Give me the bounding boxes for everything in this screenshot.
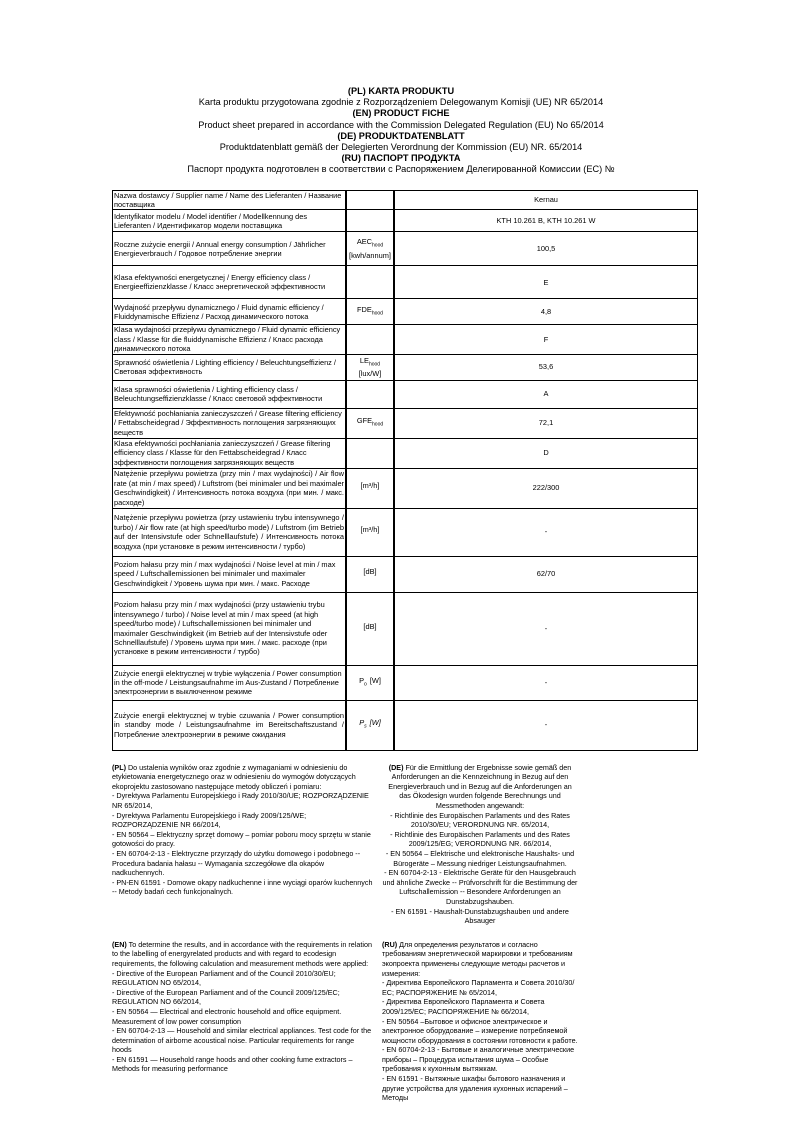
parameter-unit — [346, 665, 394, 700]
parameter-value: D — [394, 438, 698, 468]
note-line: - Dyrektywa Parlamentu Europejskiego i Rady 2009/125/WE; ROZPORZĄDZENIE NR 66/2014, — [112, 810, 307, 830]
table-row — [113, 408, 698, 438]
table-row — [113, 508, 698, 556]
parameter-value: - — [394, 508, 698, 556]
table-row — [113, 354, 698, 380]
parameter-unit — [346, 508, 394, 556]
parameter-label: Efektywność pochłaniania zanieczyszczeń / Grease filtering efficiency / Fettabscheidegrad / Эффективность поглощения загрязняющих веществ — [113, 408, 347, 438]
table-row — [113, 380, 698, 408]
note-line: - EN 60704-2-13 - Elektrische Geräte für den Hausgebrauch und ähnliche Zwecke -- Prüfvorschrift für die Bestimmung der Luftschallemission -- Besondere Anforderungen an Dunstabzugshauben. — [382, 868, 578, 906]
header-subtitle: Karta produktu przygotowana zgodnie z Rozporządzeniem Delegowanym Komisji (UE) NR 65/2014 — [198, 97, 604, 108]
parameter-unit — [346, 299, 394, 325]
parameter-unit — [346, 210, 394, 232]
note-line: - EN 61591 — Household range hoods and other cooking fume extractors – Methods for measuring performance — [112, 1054, 353, 1074]
note-line: - EN 50564 – Elektrische und elektronische Haushalts- und Bürogeräte – Messung niedriger Leistungsaufnahmen. — [385, 849, 575, 868]
header-title: (DE) PRODUKTDATENBLATT — [337, 130, 465, 141]
unit-subscript: s — [364, 723, 367, 730]
parameter-label: Identyfikator modelu / Model identifier / Modellkennung des Lieferanten / Идентификатор модели поставщика — [113, 210, 347, 232]
parameter-value: 100,5 — [394, 232, 698, 266]
unit-symbol: P — [359, 718, 365, 728]
parameter-value: KTH 10.261 B, KTH 10.261 W — [394, 210, 698, 232]
unit-symbol: GFE — [356, 416, 373, 426]
parameter-label: Zużycie energii elektrycznej w trybie wyłączenia / Power consumption in the off-mode / Leistungsaufnahme im Aus-Zustand / Потребление электроэнергии в выключенном режиме — [113, 665, 347, 700]
unit-symbol: AEC — [356, 237, 373, 247]
parameter-value: - — [394, 700, 698, 750]
parameter-label: Roczne zużycie energii / Annual energy consumption / Jährlicher Energieverbrauch / Годовое потребление энергии — [113, 232, 347, 266]
note-line: - EN 50564 –Бытовое и офисное электрическое и электронное оборудование – измерение потребляемой мощности оборудования в состоянии готовности к работе. — [382, 1016, 578, 1045]
table-row — [113, 299, 698, 325]
parameter-unit — [346, 556, 394, 592]
parameter-value: 53,6 — [394, 354, 698, 380]
note-line — [382, 763, 578, 811]
note-pl — [112, 763, 374, 926]
header-title: (RU) ПАСПОРТ ПРОДУКТА — [341, 153, 461, 164]
unit-symbol: [dB] — [363, 621, 377, 631]
parameter-label: Natężenie przepływu powietrza (przy ustawieniu trybu intensywnego / turbo) / Air flow rate (at high speed/turbo mode) / Luftstrom (im Betrieb auf der Intensivstufe oder Schnelllaufstufe) / Интенсивность потока воздуха (при установке в режим интенсивности / турбо) — [113, 508, 347, 556]
table-row — [113, 556, 698, 592]
table-row — [113, 190, 698, 210]
unit-symbol: LE — [359, 355, 369, 365]
note-text: Для определения результатов и согласно требованиям энергетической маркировки и требованиям экопроекта применены следующие методы расчетов и измерения: — [382, 939, 573, 978]
header-title: (EN) PRODUCT FICHE — [352, 108, 450, 119]
unit-symbol: [m³/h] — [360, 525, 380, 535]
unit-suffix: [W] — [369, 675, 381, 685]
language-tag: (EN) — [112, 939, 127, 949]
unit-symbol: [m³/h] — [360, 481, 380, 491]
parameter-label: Poziom hałasu przy min / max wydajności / Noise level at min / max speed / Luftschallemissionen bei minimaler und maximaler Geschwindigkeit / Уровень шума при мин. / макс. Расходе — [113, 556, 347, 592]
parameter-value: 62/70 — [394, 556, 698, 592]
parameter-unit — [346, 354, 394, 380]
parameter-label: Sprawność oświetlenia / Lighting efficiency / Beleuchtungseffizienz / Световая эффективность — [113, 354, 347, 380]
note-line: - EN 50564 – Elektryczny sprzęt domowy – pomiar poboru mocy sprzętu w stanie gotowości do pracy. — [112, 829, 371, 849]
note-line: - EN 60704-2-13 - Бытовые и аналогичные электрические приборы – Процедура испытания шума – Особые требования к кухонным вытяжкам. — [382, 1045, 575, 1074]
note-line: - Директива Европейского Парламента и Совета 2010/30/ЕС; РАСПОРЯЖЕНИЕ № 65/2014, — [382, 978, 575, 997]
parameter-value: E — [394, 266, 698, 299]
note-line — [112, 763, 374, 792]
note-ru — [382, 940, 578, 1103]
parameter-unit — [346, 468, 394, 508]
parameter-value: Kernau — [394, 190, 698, 210]
parameter-value: A — [394, 380, 698, 408]
header-subtitle: Паспорт продукта подготовлен в соответствии с Распоряжением Делегированной Комиссии (ЕС) № — [187, 164, 615, 175]
table-row — [113, 210, 698, 232]
note-line: - Dyrektywa Parlamentu Europejskiego i Rady 2010/30/UE; ROZPORZĄDZENIE NR 65/2014, — [112, 791, 369, 811]
note-en — [112, 940, 374, 1103]
unit-subscript: hood — [368, 360, 381, 367]
unit-subscript: hood — [371, 310, 383, 317]
parameter-unit — [346, 592, 394, 665]
parameter-unit — [346, 700, 394, 750]
note-line: - Richtlinie des Europäischen Parlaments und des Rates 2009/125/EG; VERORDNUNG NR. 66/2014, — [390, 829, 570, 849]
unit-symbol: P — [359, 675, 365, 685]
parameter-unit — [346, 232, 394, 266]
parameter-label: Wydajność przepływu dynamicznego / Fluid dynamic efficiency / Fluiddynamische Effizienz / Расход динамического потока — [113, 299, 347, 325]
note-line: - Directive of the European Parliament and of the Council 2009/125/EC; REGULATION NO 66/2014, — [112, 987, 340, 1007]
table-row — [113, 325, 698, 354]
table-row — [113, 468, 698, 508]
note-text: Für die Ermittlung der Ergebnisse sowie gemäß den Anforderungen an die Kennzeichnung in Bezug auf den Energieverbrauch und in Bezug auf die Anforderungen an das Ökodesign wurden folgende Berechnungs und Messmethoden angewandt: — [388, 762, 572, 811]
header-subtitle: Produktdatenblatt gemäß der Delegierten Verordnung der Kommission (EU) NR. 65/2014 — [219, 142, 583, 153]
note-line: - EN 60704-2-13 - Elektryczne przyrządy do użytku domowego i podobnego -- Procedura badania hałasu -- Wymagania szczegółowe dla okapów nadkuchennych. — [112, 849, 361, 878]
note-line: - PN-EN 61591 - Domowe okapy nadkuchenne i inne wyciągi oparów kuchennych -- Metody badań cech funkcjonalnych. — [112, 877, 373, 897]
parameter-label: Nazwa dostawcy / Supplier name / Name des Lieferanten / Название поставщика — [113, 190, 347, 210]
table-row — [113, 232, 698, 266]
parameter-label: Poziom hałasu przy min / max wydajności (przy ustawieniu trybu intensywnego / turbo) / Noise level at min / max speed (at high speed/turbo mode) / Luftschallemissionen bei minimaler und maximaler Geschwindigkeit (im Betrieb auf der Intensivstufe oder Schnelllaufstufe) / Уровень шума при мин. / макс. расходе (при установке в режим интенсивности / турбо) — [113, 592, 347, 665]
parameter-label: Klasa wydajności przepływu dynamicznego / Fluid dynamic efficiency class / Klasse für die fluiddynamische Effizienz / Класс расхода динамического потока — [113, 325, 347, 354]
note-line: - EN 61591 - Вытяжные шкафы бытового назначения и другие устройства для удаления кухонных испарений – Методы — [382, 1074, 568, 1103]
parameter-value: F — [394, 325, 698, 354]
parameter-value: 4,8 — [394, 299, 698, 325]
parameter-unit — [346, 408, 394, 438]
parameter-label: Natężenie przepływu powietrza (przy min / max wydajności) / Air flow rate (at min / max speed) / Luftstrom (bei minimaler und bei maximaler Geschwindigkeit) / Интенсивность потока воздуха (при мин. / макс. расходе) — [114, 469, 345, 507]
notes-section — [112, 763, 802, 1103]
table-row — [113, 700, 698, 750]
note-line: - Directive of the European Parliament and of the Council 2010/30/EU; REGULATION NO 65/2014, — [112, 968, 336, 988]
parameter-unit — [346, 266, 394, 299]
unit-suffix: [kwh/annum] — [349, 251, 391, 261]
language-tag: (RU) — [382, 939, 398, 949]
product-fiche-table — [112, 190, 698, 751]
unit-symbol: FDE — [357, 305, 372, 314]
unit-subscript: o — [364, 681, 367, 688]
parameter-unit — [346, 325, 394, 354]
document-header — [0, 86, 802, 176]
note-line — [382, 940, 578, 978]
table-row — [113, 592, 698, 665]
unit-suffix: [lux/W] — [358, 369, 382, 379]
note-line: - EN 60704-2-13 — Household and similar electrical appliances. Test code for the determination of airborne acoustical noise. Particular requirements for range hoods — [112, 1026, 372, 1055]
parameter-label: Klasa efektywności energetycznej / Energy efficiency class / Energieeffizienzklasse / Класс энергетической эффективности — [113, 266, 347, 299]
parameter-value: 72,1 — [394, 408, 698, 438]
table-row — [113, 266, 698, 299]
language-tag: (DE) — [388, 762, 404, 772]
parameter-label: Zużycie energii elektrycznej w trybie czuwania / Power consumption in standby mode / Leistungsaufnahme im Bereitschaftszustand / Потребление электроэнергии в режиме ожидания — [113, 700, 347, 750]
header-title: (PL) KARTA PRODUKTU — [347, 86, 455, 96]
unit-subscript: hood — [372, 242, 384, 249]
unit-subscript: hood — [372, 421, 384, 428]
note-text: Do ustalenia wyników oraz zgodnie z wymaganiami w odniesieniu do etykietowania energetycznego oraz w odniesieniu do wymogów dotyczących ekoprojektu zastosowano następujące metody obliczeń i pomiaru: — [112, 762, 356, 791]
parameter-value: - — [394, 592, 698, 665]
note-line: - Richtlinie des Europäischen Parlaments und des Rates 2010/30/EU; VERORDNUNG NR. 65/2014, — [390, 810, 570, 830]
table-row — [113, 438, 698, 468]
unit-suffix: [W] — [369, 718, 381, 728]
parameter-unit — [346, 190, 394, 210]
note-line — [112, 940, 374, 969]
parameter-value: - — [394, 665, 698, 700]
parameter-label: Klasa efektywności pochłaniania zanieczyszczeń / Grease filtering efficiency class / Klasse für den Fettabscheidegrad / Класс эффективности поглощения загрязняющих веществ — [113, 438, 347, 468]
note-de — [382, 763, 578, 926]
note-line: - Директива Европейского Парламента и Совета 2009/125/ЕС; РАСПОРЯЖЕНИЕ № 66/2014, — [382, 997, 545, 1016]
unit-symbol: [dB] — [363, 567, 377, 577]
parameter-unit — [346, 380, 394, 408]
parameter-unit — [346, 438, 394, 468]
parameter-value: 222/300 — [394, 468, 698, 508]
note-text: To determine the results, and in accordance with the requirements in relation to the labelling of energyrelated products and with regard to ecodesign requirements, the following calculation and measurement methods were applied: — [112, 939, 372, 968]
header-subtitle: Product sheet prepared in accordance with the Commission Delegated Regulation (EU) No 65/2014 — [198, 119, 604, 130]
table-row — [113, 665, 698, 700]
language-tag: (PL) — [112, 762, 126, 772]
note-line: - EN 50564 — Electrical and electronic household and office equipment. Measurement of low power consumption — [112, 1006, 342, 1026]
parameter-label: Klasa sprawności oświetlenia / Lighting efficiency class / Beleuchtungseffizienzklasse / Класс световой эффективности — [113, 380, 347, 408]
note-line: - EN 61591 - Haushalt-Dunstabzugshauben und andere Absauger — [391, 906, 569, 926]
